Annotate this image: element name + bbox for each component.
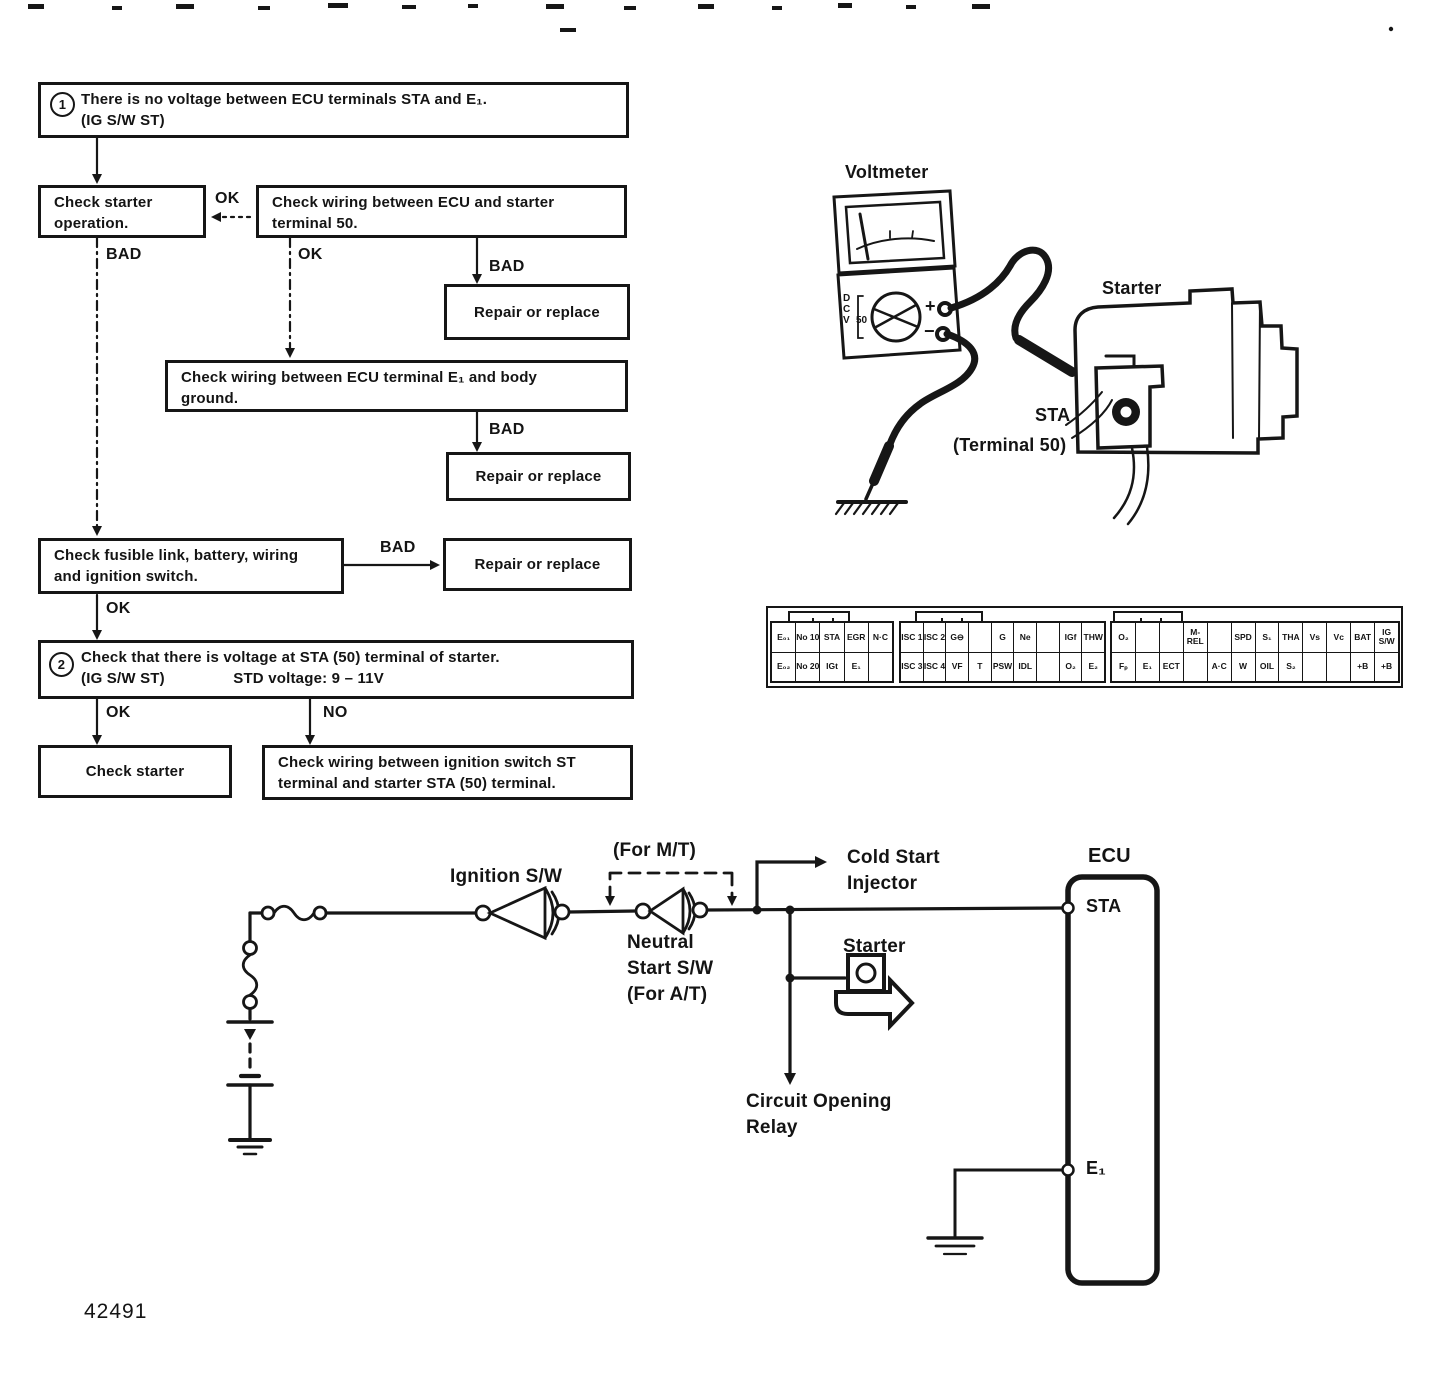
flowchart-box-repair-or-replace-3	[443, 538, 632, 591]
connector-pin-cell: No 20	[796, 653, 820, 682]
repair-or-replace-label: Repair or replace	[474, 303, 600, 321]
connector-pin-row	[901, 652, 1104, 682]
flowchart-box-repair-or-replace-2	[446, 452, 631, 501]
repair-or-replace-label: Repair or replace	[475, 468, 602, 485]
battery-symbol	[228, 1009, 272, 1138]
flowchart-box-check-starter-operation	[38, 185, 206, 238]
relay-line2: Relay	[746, 1117, 798, 1138]
arrowhead-left	[211, 212, 221, 222]
scan-artifact-marks	[28, 3, 1393, 32]
connector-pin-cell: ISC 2	[924, 623, 947, 652]
arrowhead-down	[285, 348, 295, 358]
connector-pin-cell: EGR	[845, 623, 869, 652]
circuit-opening-relay-label	[746, 1089, 892, 1141]
flowchart-box-step2	[38, 640, 634, 699]
connector-pin-cell	[1037, 653, 1060, 682]
connector-pin-cell: IG S/W	[1378, 627, 1395, 647]
neutral-line2: Start S/W	[627, 958, 714, 979]
connector-pin-cell: No 10	[796, 623, 820, 652]
meter-minus-marking: −	[924, 321, 935, 341]
step2-condition: (IG S/W ST)	[81, 670, 165, 687]
ok-label-3: OK	[106, 600, 131, 617]
connector-pin-cell	[1208, 623, 1232, 652]
connector-pin-cell: E₀₂	[772, 653, 796, 682]
arrowhead-right	[430, 560, 440, 570]
arrowhead-down	[92, 630, 102, 640]
flowchart-box-check-starter	[38, 745, 232, 798]
repair-or-replace-label: Repair or replace	[474, 556, 601, 573]
figure-number: 42491	[84, 1300, 148, 1323]
voltmeter-illustration	[834, 191, 1297, 524]
mt-bypass-dashed-line	[610, 873, 732, 898]
connector-pin-cell: IDL	[1014, 653, 1037, 682]
connector-pin-row	[772, 623, 892, 652]
cold-start-line1: Cold Start	[847, 847, 940, 868]
ok-label-2: OK	[298, 246, 323, 263]
fusible-link-symbol-vertical	[243, 942, 257, 1009]
battery-ground-symbol	[230, 1140, 270, 1154]
connector-pin-cell	[1303, 653, 1327, 682]
starter-wiring-label: Starter	[843, 936, 906, 957]
connector-pin-cell: ISC 4	[924, 653, 947, 682]
connector-pin-cell: E₁	[845, 653, 869, 682]
step-number-badge: 2	[49, 652, 74, 677]
connector-pin-cell: O₂	[1112, 623, 1136, 652]
connector-pin-cell	[869, 653, 892, 682]
for-mt-label: (For M/T)	[613, 840, 697, 861]
connector-pin-cell: S₁	[1256, 623, 1280, 652]
check-wiring-ecu-starter-line1: Check wiring between ECU and starter	[272, 194, 555, 211]
ground-hatch-icon	[836, 502, 906, 514]
bad-label-1: BAD	[106, 246, 142, 263]
meter-range-marking: 50	[856, 315, 868, 326]
connector-pin-cell	[1184, 653, 1208, 682]
ignition-switch-symbol	[476, 888, 569, 938]
check-wiring-ignition-line2: terminal and starter STA (50) terminal.	[278, 775, 556, 792]
cold-start-line2: Injector	[847, 873, 918, 894]
arrowhead-down	[727, 896, 737, 906]
arrowhead-down	[92, 526, 102, 536]
connector-pin-cell: G	[992, 623, 1015, 652]
ok-label-1: OK	[215, 190, 240, 207]
ignition-sw-label: Ignition S/W	[450, 866, 563, 887]
check-fusible-line2: and ignition switch.	[54, 568, 198, 585]
connector-pin-cell: E₂	[1088, 661, 1098, 672]
step2-std-voltage: STD voltage: 9 – 11V	[233, 670, 384, 687]
connector-pin-cell: THA	[1279, 623, 1303, 652]
connector-pin-cell: OIL	[1256, 653, 1280, 682]
relay-line1: Circuit Opening	[746, 1091, 892, 1112]
connector-pin-cell: ISC 1	[901, 623, 924, 652]
bad-label-2: BAD	[489, 258, 525, 275]
connector-pin-cell: M-REL	[1184, 623, 1208, 652]
connector-pin-cell: Vc	[1327, 623, 1351, 652]
bad-label-4: BAD	[380, 539, 416, 556]
check-starter-operation-line2: operation.	[54, 215, 129, 232]
step1-line2: (IG S/W ST)	[81, 112, 165, 129]
ecu-sta-pin-label: STA	[1086, 896, 1122, 916]
arrowhead-down	[92, 735, 102, 745]
connector-pin-cell: THW	[1083, 631, 1103, 642]
flowchart-box-check-wiring-ignition-switch	[262, 745, 633, 800]
neutral-line1: Neutral	[627, 932, 694, 953]
check-starter-operation-line1: Check starter	[54, 194, 153, 211]
flowchart-box-repair-or-replace-1	[444, 284, 630, 340]
connector-pin-row	[1112, 623, 1398, 652]
connector-pin-cell: N·C	[872, 631, 888, 642]
connector-pin-cell: Vs	[1303, 623, 1327, 652]
connector-pin-cell: VF	[946, 653, 969, 682]
arrowhead-down	[472, 274, 482, 284]
neutral-start-sw-label	[627, 930, 713, 1008]
connector-pin-cell: +B	[1381, 661, 1393, 672]
connector-pin-cell: ECT	[1160, 653, 1184, 682]
connector-pin-cell: +B	[1351, 653, 1375, 682]
ecu-ground-symbol	[928, 1170, 1062, 1254]
arrowhead-down	[305, 735, 315, 745]
connector-pin-row	[772, 652, 892, 682]
check-fusible-line1: Check fusible link, battery, wiring	[54, 547, 299, 564]
ecu-e1-pin-label: E₁	[1086, 1158, 1106, 1178]
ecu-connector-block-left	[770, 621, 894, 683]
voltmeter-label: Voltmeter	[845, 162, 929, 182]
connector-pin-cell: ISC 3	[901, 653, 924, 682]
step2-line1: Check that there is voltage at STA (50) terminal of starter.	[81, 649, 500, 666]
connector-pin-cell: IGf	[1060, 623, 1083, 652]
connector-pin-row	[901, 623, 1104, 652]
connector-pin-cell	[969, 623, 992, 652]
arrowhead-down	[472, 442, 482, 452]
meter-dcv-marking: D C V	[843, 293, 851, 326]
neutral-line3: (For A/T)	[627, 984, 708, 1005]
ok-label-4: OK	[106, 704, 131, 721]
voltmeter-icon	[834, 191, 960, 358]
connector-pin-cell: Fₚ	[1112, 653, 1136, 682]
neutral-start-switch-symbol	[636, 889, 707, 933]
connector-pin-cell: W	[1232, 653, 1256, 682]
test-lead-negative	[866, 334, 975, 499]
cold-start-injector-label	[847, 845, 940, 897]
ecu-label: ECU	[1088, 845, 1131, 867]
starter-illustration-label: Starter	[1102, 278, 1162, 298]
connector-pin-cell: S₂	[1279, 653, 1303, 682]
connector-pin-cell: SPD	[1232, 623, 1256, 652]
check-wiring-ecu-starter-line2: terminal 50.	[272, 215, 358, 232]
flowchart-box-step1	[38, 82, 629, 138]
wiring-diagram	[228, 856, 1157, 1283]
ecu-connector-block-middle	[899, 621, 1106, 683]
connector-pin-cell: A·C	[1208, 653, 1232, 682]
step1-line1: There is no voltage between ECU terminals STA and E₁.	[81, 91, 488, 108]
connector-pin-cell	[1136, 623, 1160, 652]
connector-pin-cell: G⊖	[946, 623, 969, 652]
connector-pin-cell: E₀₁	[772, 623, 796, 652]
flowchart-box-check-fusible-link	[38, 538, 344, 594]
flowchart-box-check-wiring-e1-ground	[165, 360, 628, 412]
connector-pin-cell	[1037, 623, 1060, 652]
connector-pin-cell: O₂	[1060, 653, 1083, 682]
connector-pin-cell: STA	[820, 623, 844, 652]
terminal-50-label: (Terminal 50)	[953, 435, 1067, 455]
connector-pin-cell: E₁	[1136, 653, 1160, 682]
connector-pin-cell: T	[969, 653, 992, 682]
fusible-link-symbol-horizontal	[262, 906, 326, 920]
arrowhead-down	[92, 174, 102, 184]
sta-terminal-label: STA	[1035, 405, 1071, 425]
starter-symbol	[836, 955, 912, 1026]
connector-pin-cell	[1160, 623, 1184, 652]
connector-pin-cell: PSW	[992, 653, 1015, 682]
connector-pin-cell	[1327, 653, 1351, 682]
no-label: NO	[323, 704, 348, 721]
meter-plus-marking: +	[925, 296, 936, 316]
connector-pin-cell: IGt	[820, 653, 844, 682]
step-number-badge: 1	[50, 92, 75, 117]
arrowhead-down	[605, 896, 615, 906]
connector-pin-row	[1112, 652, 1398, 682]
ecu-connector-block-right	[1110, 621, 1400, 683]
check-wiring-e1-line1: Check wiring between ECU terminal E₁ and body	[181, 369, 538, 386]
check-wiring-e1-line2: ground.	[181, 390, 239, 407]
flowchart-box-check-wiring-ecu-starter	[256, 185, 627, 238]
check-wiring-ignition-line1: Check wiring between ignition switch ST	[278, 754, 576, 771]
bad-label-3: BAD	[489, 421, 525, 438]
connector-pin-cell: BAT	[1351, 623, 1375, 652]
ecu-box	[1063, 877, 1158, 1283]
check-starter-label: Check starter	[85, 763, 185, 780]
connector-pin-cell: Ne	[1014, 623, 1037, 652]
